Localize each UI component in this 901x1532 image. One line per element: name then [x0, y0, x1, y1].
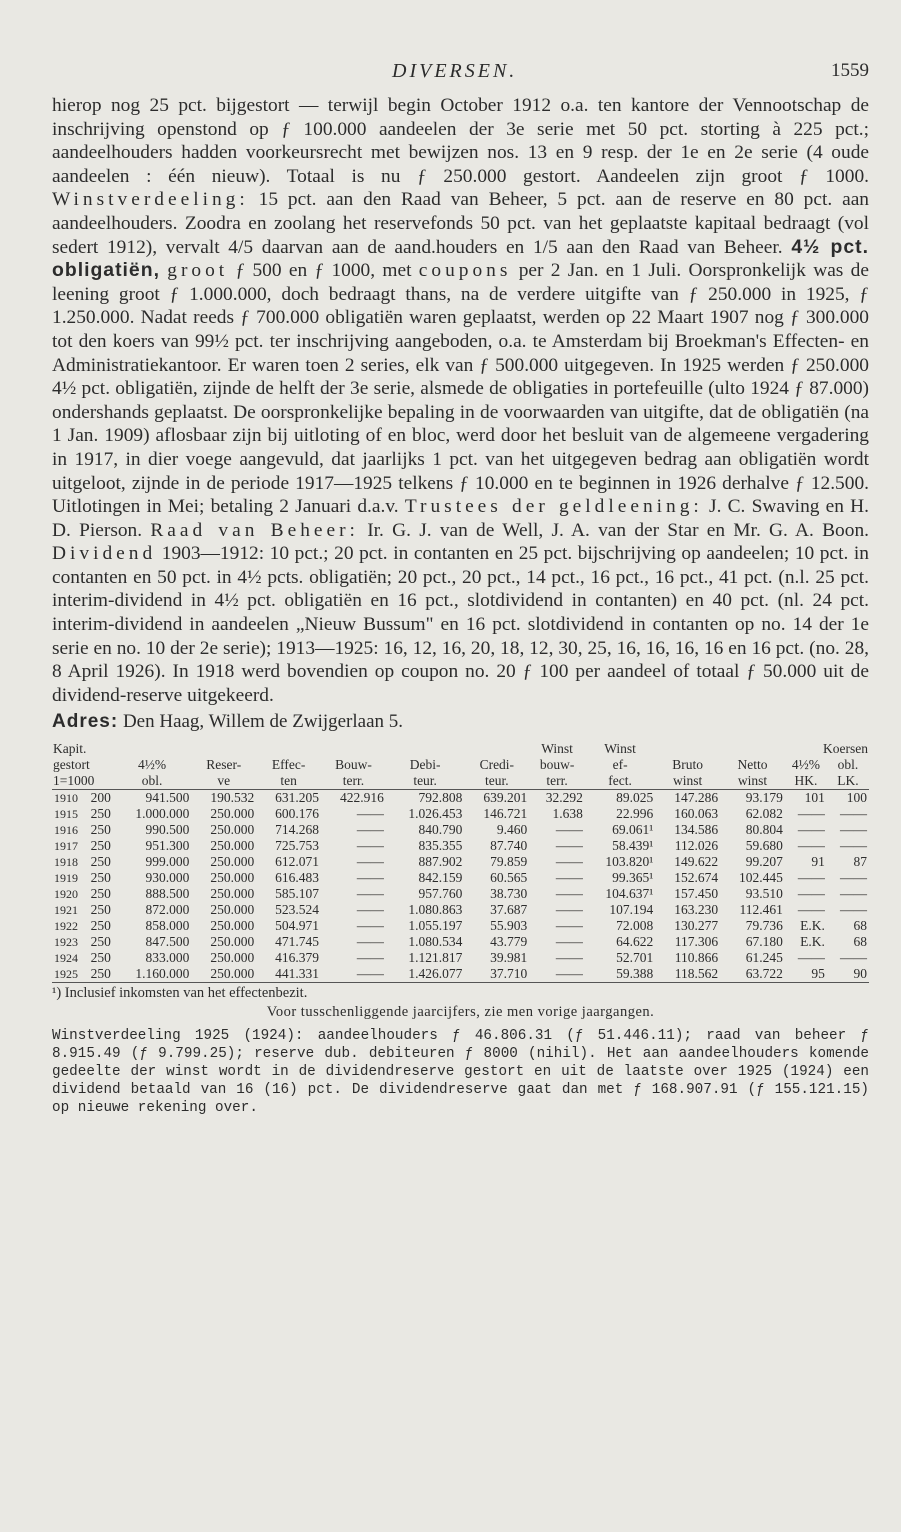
table-header-row — [52, 741, 869, 757]
winstverdeeling-paragraph: Winstverdeeling 1925 (1924): aandeelhouders ƒ 46.806.31 (ƒ 51.446.11); raad van beheer ƒ 8.915.49 (ƒ 9.799.25); reserve dub. debiteuren ƒ 8000 (nihil). Het aan aandeelhouders komende gedeelte der winst wordt in de dividendreserve gestort en uit de laatste over 1925 (1924) een dividend betaald van 16 (16) pct. De dividendreserve gaat dan met ƒ 168.907.91 (ƒ 155.121.15) op nieuwe rekening over. — [52, 1028, 869, 1117]
header-cell: Koersen — [823, 741, 868, 757]
table-cell: —— — [797, 902, 825, 918]
table-cell: 118.562 — [655, 966, 720, 983]
table-cell: 112.026 — [674, 838, 719, 854]
table-cell: —— — [797, 870, 825, 886]
header-cell: ten — [256, 773, 321, 790]
table-cell: 87 — [853, 854, 867, 870]
table-cell: 107.194 — [609, 902, 654, 918]
header-cell: fect. — [585, 773, 655, 790]
table-cell: 72.008 — [616, 918, 654, 934]
table-cell: —— — [840, 838, 867, 854]
table-cell: 147.286 — [674, 790, 719, 806]
table-cell: 471.745 — [275, 934, 320, 950]
table-cell: 250 — [90, 902, 111, 918]
table-row — [52, 854, 869, 870]
table-cell: 1.026.453 — [408, 806, 463, 822]
table-cell: 112.461 — [739, 902, 783, 918]
table-cell: 91 — [811, 854, 825, 870]
table-cell: 250.000 — [210, 854, 255, 870]
table-cell: 1.000.000 — [135, 806, 190, 822]
table-cell: 1.426.077 — [386, 966, 465, 983]
table-cell: —— — [356, 854, 384, 870]
table-cell: 63.722 — [720, 966, 785, 983]
para-text-4: J. C. Swaving en H. D. Pierson. — [52, 496, 869, 541]
table-row — [52, 822, 869, 838]
para-text-3b: ƒ 500 en ƒ 1000, met — [235, 260, 412, 282]
table-cell: 631.205 — [275, 790, 320, 806]
table-cell: 152.674 — [674, 870, 719, 886]
header-cell — [321, 741, 386, 757]
year-cell: 1916 — [54, 823, 78, 838]
year-cell: 1924 — [54, 951, 78, 966]
table-cell: 1.160.000 — [113, 966, 192, 983]
table-cell: —— — [555, 886, 583, 902]
table-cell: 835.355 — [418, 838, 463, 854]
table-cell: 725.753 — [275, 838, 320, 854]
table-cell: —— — [555, 838, 583, 854]
table-cell: —— — [555, 902, 583, 918]
header-cell: terr. — [321, 773, 386, 790]
table-cell: 1.080.534 — [408, 934, 463, 950]
table-cell: 99.207 — [745, 854, 783, 870]
year-cell: 1910 — [54, 791, 78, 806]
header-cell — [720, 741, 785, 757]
year-cell: 1921 — [54, 903, 78, 918]
table-cell: 639.201 — [483, 790, 528, 806]
table-cell: 130.277 — [674, 918, 719, 934]
table-cell: 102.445 — [739, 870, 783, 886]
header-cell: winst — [655, 773, 720, 790]
table-cell: 104.637¹ — [605, 886, 654, 902]
table-cell: 504.971 — [275, 918, 320, 934]
table-cell: 250.000 — [210, 806, 255, 822]
table-cell: —— — [840, 886, 867, 902]
header-cell: gestort — [53, 757, 90, 773]
year-cell: 1918 — [54, 855, 78, 870]
table-cell: —— — [356, 934, 384, 950]
table-cell: 250.000 — [210, 822, 255, 838]
header-cell — [386, 741, 465, 757]
table-cell: 90 — [827, 966, 869, 983]
table-row — [52, 966, 869, 983]
table-cell: 1.055.197 — [408, 918, 463, 934]
table-cell: —— — [356, 902, 384, 918]
table-cell: —— — [555, 822, 583, 838]
table-cell: —— — [356, 838, 384, 854]
table-cell: 616.483 — [275, 870, 320, 886]
table-cell: 69.061¹ — [612, 822, 654, 838]
table-cell: —— — [356, 950, 384, 966]
year-cell: 1917 — [54, 839, 78, 854]
para-text-3c: coupons — [418, 260, 512, 282]
table-cell: 110.866 — [674, 950, 719, 966]
table-cell: —— — [797, 806, 825, 822]
table-cell: —— — [840, 902, 867, 918]
table-cell: 250 — [90, 822, 111, 838]
table-cell: —— — [840, 870, 867, 886]
table-cell: —— — [797, 838, 825, 854]
table-cell: 190.532 — [210, 790, 255, 806]
table-cell: —— — [555, 854, 583, 870]
header-cell: 4½% — [138, 757, 167, 773]
table-cell: 250 — [90, 838, 111, 854]
table-cell: 117.306 — [674, 934, 719, 950]
label-trustees: Trustees der geldleening: — [404, 496, 703, 518]
label-obligaties: 4½ pct. obligatiën, — [52, 235, 869, 282]
table-cell: 250 — [80, 966, 113, 983]
table-header-row — [52, 773, 869, 790]
table-cell: —— — [555, 950, 583, 966]
table-row — [52, 902, 869, 918]
table-cell: 523.524 — [275, 902, 320, 918]
table-cell: 67.180 — [745, 934, 783, 950]
page — [52, 58, 869, 1117]
header-cell: Bouw- — [335, 757, 372, 773]
table-row — [52, 870, 869, 886]
table-cell: 89.025 — [616, 790, 654, 806]
header-cell: ef- — [612, 757, 628, 773]
table-cell: 600.176 — [275, 806, 320, 822]
table-cell: 62.082 — [745, 806, 783, 822]
table-cell: 250 — [90, 918, 111, 934]
table-cell: —— — [356, 886, 384, 902]
header-cell: Bruto — [672, 757, 704, 773]
table-cell: 60.565 — [490, 870, 528, 886]
header-cell: 4½% — [791, 757, 820, 773]
header-cell: Winst — [541, 741, 573, 757]
header-cell — [655, 741, 720, 757]
page-number: 1559 — [831, 60, 869, 81]
header-cell: obl. — [113, 773, 192, 790]
company-paragraph — [52, 94, 869, 707]
table-cell: 93.510 — [745, 886, 783, 902]
table-row — [52, 886, 869, 902]
table-cell: E.K. — [800, 918, 825, 934]
table-cell: 93.179 — [745, 790, 783, 806]
table-cell: 250 — [90, 950, 111, 966]
table-row — [52, 918, 869, 934]
label-raad: Raad van Beheer: — [150, 519, 359, 541]
table-cell: 38.730 — [490, 886, 528, 902]
table-cell: 833.000 — [145, 950, 190, 966]
table-cell: 80.804 — [745, 822, 783, 838]
year-cell: 1923 — [54, 935, 78, 950]
table-cell: E.K. — [800, 934, 825, 950]
table-cell: 1.080.863 — [408, 902, 463, 918]
table-cell: 714.268 — [275, 822, 320, 838]
table-cell: 250 — [90, 806, 111, 822]
table-cell: 163.230 — [674, 902, 719, 918]
header-cell: teur. — [386, 773, 465, 790]
table-cell: —— — [321, 966, 386, 983]
header-cell: terr. — [529, 773, 585, 790]
table-row — [52, 950, 869, 966]
header-cell: obl. — [837, 757, 859, 773]
table-row — [52, 838, 869, 854]
table-cell: 79.859 — [490, 854, 528, 870]
header-cell: bouw- — [539, 757, 575, 773]
table-cell: 250 — [90, 886, 111, 902]
header-cell: 1=1000 — [52, 773, 113, 790]
table-cell: 250.000 — [210, 934, 255, 950]
para-text-6: 1903—1912: 10 pct.; 20 pct. in contanten en 25 pct. bijschrijving op aandeelen; 10 pct. in contanten en 50 pct. in 4½ pcts. obligatiën; 20 pct., 20 pct., 14 pct., 16 pct., 16 pct., 41 pct. (n.l. 25 pct. interim-dividend in 4½ pct. obligatiën en 16 pct., slotdividend in contanten) en 40 pct. (nl. 24 pct. interim-dividend in aandeelen „Nieuw Bussum" en 16 pct. slotdividend in contanten op no. 14 der 1e serie en no. 10 der 2e serie); 1913—1925: 16, 12, 16, 20, 18, 12, 30, 25, 16, 16, 16, 16 en 16 pct. (no. 28, 8 April 1926). In 1918 werd bovendien op coupon no. 20 ƒ 100 per aandeel of totaal ƒ 50.000 uit de dividend-reserve uitgekeerd. — [52, 543, 869, 706]
year-cell: 1925 — [54, 967, 78, 982]
address-line — [52, 711, 869, 733]
table-cell: 22.996 — [616, 806, 654, 822]
page-header — [52, 58, 869, 94]
table-cell: 250.000 — [210, 886, 255, 902]
table-cell: 999.000 — [145, 854, 190, 870]
address-text: Den Haag, Willem de Zwijgerlaan 5. — [122, 711, 404, 733]
table-cell: 416.379 — [275, 950, 320, 966]
table-cell: 250.000 — [210, 838, 255, 854]
table-cell: 103.820¹ — [605, 854, 654, 870]
table-cell: 37.710 — [464, 966, 529, 983]
table-cell: 59.388 — [585, 966, 655, 983]
table-cell: —— — [840, 806, 867, 822]
table-cell: 957.760 — [418, 886, 463, 902]
year-cell: 1922 — [54, 919, 78, 934]
year-cell: 1919 — [54, 871, 78, 886]
table-cell: 37.687 — [490, 902, 528, 918]
table-cell: 951.300 — [145, 838, 190, 854]
para-text-5: Ir. G. J. van de Well, J. A. van der Star en Mr. G. A. Boon. — [367, 519, 869, 541]
table-cell: —— — [555, 870, 583, 886]
table-cell: 840.790 — [418, 822, 463, 838]
table-cell: 160.063 — [674, 806, 719, 822]
table-cell: 990.500 — [145, 822, 190, 838]
table-cell: 250.000 — [210, 902, 255, 918]
table-cell: 441.331 — [256, 966, 321, 983]
table-cell: 941.500 — [145, 790, 190, 806]
table-cell: 250.000 — [210, 918, 255, 934]
header-cell: HK. — [785, 773, 827, 790]
label-dividend: Dividend — [52, 543, 157, 565]
table-cell: —— — [797, 950, 825, 966]
header-cell: winst — [720, 773, 785, 790]
table-cell: 422.916 — [339, 790, 384, 806]
table-cell: 9.460 — [496, 822, 528, 838]
table-header-row — [52, 757, 869, 773]
table-cell: —— — [797, 822, 825, 838]
header-cell — [464, 741, 529, 757]
para-text-1: hierop nog 25 pct. bijgestort — terwijl begin October 1912 o.a. ten kantore der Vennootschap de inschrijving openstond op ƒ 100.000 aandeelen der 3e serie met 50 pct. storting à 225 pct.; aandeelhouders hadden voorkeursrecht met bewijzen nos. 13 en 9 resp. der 1e en 2e serie (4 oude aandeelen : één nieuw). Totaal is nu ƒ 250.000 gestort. Aandeelen zijn groot ƒ 1000. — [52, 95, 869, 187]
table-body — [52, 790, 869, 983]
table-cell: —— — [356, 822, 384, 838]
note-line: Voor tusschenliggende jaarcijfers, zie men vorige jaargangen. — [266, 1004, 655, 1021]
running-title: DIVERSEN. — [392, 60, 518, 82]
table-cell: 930.000 — [145, 870, 190, 886]
table-cell: 99.365¹ — [612, 870, 654, 886]
table-row — [52, 934, 869, 950]
table-cell: 43.779 — [490, 934, 528, 950]
header-cell: Credi- — [479, 757, 515, 773]
table-cell: —— — [555, 934, 583, 950]
table-cell: 79.736 — [745, 918, 783, 934]
table-cell: 39.981 — [490, 950, 528, 966]
header-cell: Effec- — [271, 757, 306, 773]
para-text-3d: per 2 Jan. en 1 Juli. Oorspronkelijk was de leening groot ƒ 1.000.000, doch bedraagt thans, na de verdere uitgifte van ƒ 250.000 in 1925, ƒ 1.250.000. Nadat reeds ƒ 700.000 obligatiën waren geplaatst, werden op 22 Maart 1907 nog ƒ 300.000 tot den koers van 99½ pct. ter inschrijving aangeboden, o.a. te Amsterdam bij Broekman's Effecten- en Administratiekantoor. Er waren toen 2 series, elk van ƒ 500.000 uitgegeven. In 1925 werden ƒ 250.000 4½ pct. obligatiën, zijnde de helft der 3e serie, alsmede de obligaties in portefeuille (ulto 1924 ƒ 87.000) ondershands geplaatst. De oorspronkelijke bepaling in de voorwaarden van uitgifte, dat de obligatiën (na 1 Jan. 1909) aflosbaar zijn bij uitloting of en bloc, werd door het besluit van de algemeene vergadering in 1917, in dier voege aangevuld, dat jaarlijks 1 pct. van het uitgegeven bedrag aan obligatiën wordt uitgeloot, zijnde in de periode 1917—1925 telkens ƒ 10.000 en te beginnen in 1926 derhalve ƒ 12.500. Uitlotingen in Mei; betaling 2 Januari d.a.v. — [52, 260, 869, 518]
table-cell: 64.622 — [616, 934, 654, 950]
table-cell: 87.740 — [490, 838, 528, 854]
table-cell: —— — [840, 822, 867, 838]
table-cell: 250 — [90, 934, 111, 950]
header-cell — [113, 741, 192, 757]
table-cell: 61.245 — [745, 950, 783, 966]
header-cell: Kapit. — [53, 741, 87, 757]
table-cell: 100 — [846, 790, 867, 806]
table-cell: 887.902 — [418, 854, 463, 870]
table-cell: 612.071 — [275, 854, 320, 870]
label-winstverdeeling: Winstverdeeling: — [52, 189, 249, 211]
table-cell: 32.292 — [545, 790, 583, 806]
table-cell: 149.622 — [674, 854, 719, 870]
table-cell: —— — [356, 918, 384, 934]
table-cell: 52.701 — [616, 950, 654, 966]
header-cell — [191, 741, 256, 757]
header-cell: Netto — [737, 757, 768, 773]
table-cell: 134.586 — [674, 822, 719, 838]
table-cell: 250 — [90, 870, 111, 886]
table-cell: 1.121.817 — [408, 950, 463, 966]
header-cell: ve — [191, 773, 256, 790]
table-cell: 888.500 — [145, 886, 190, 902]
table-row — [52, 806, 869, 822]
para-text-2: 15 pct. aan den Raad van Beheer, 5 pct. aan de reserve en 80 pct. aan aandeelhouders. Zoodra en zoolang het reservefonds 50 pct. van het geplaatste kapitaal bedraagt (vol sedert 1912), vervalt 4/5 daarvan aan de aand.houders en 1/5 aan den Raad van Beheer. — [52, 189, 869, 258]
table-cell: 200 — [90, 790, 111, 806]
header-cell: LK. — [827, 773, 869, 790]
table-cell: 95 — [785, 966, 827, 983]
table-cell: —— — [797, 886, 825, 902]
table-cell: 250.000 — [210, 950, 255, 966]
table-cell: 146.721 — [483, 806, 528, 822]
table-cell: 1.638 — [552, 806, 583, 822]
year-cell: 1915 — [54, 807, 78, 822]
table-cell: 585.107 — [275, 886, 320, 902]
table-cell: 792.808 — [418, 790, 463, 806]
table-cell: 842.159 — [418, 870, 463, 886]
header-cell: teur. — [464, 773, 529, 790]
table-cell: 55.903 — [490, 918, 528, 934]
table-cell: —— — [840, 950, 867, 966]
table-cell: 59.680 — [745, 838, 783, 854]
header-cell: Debi- — [409, 757, 441, 773]
table-cell: —— — [555, 918, 583, 934]
table-cell: 847.500 — [145, 934, 190, 950]
table-cell: 68 — [853, 934, 867, 950]
table-cell: 58.439¹ — [612, 838, 654, 854]
table-cell: —— — [356, 806, 384, 822]
footnote: ¹) Inclusief inkomsten van het effectenbezit. — [52, 985, 308, 1002]
table-cell: 872.000 — [145, 902, 190, 918]
year-cell: 1920 — [54, 887, 78, 902]
table-cell: —— — [356, 870, 384, 886]
table-cell: 250 — [90, 854, 111, 870]
table-cell: 68 — [853, 918, 867, 934]
header-cell — [256, 741, 321, 757]
header-cell: Winst — [604, 741, 636, 757]
table-cell: 157.450 — [674, 886, 719, 902]
table-cell: —— — [529, 966, 585, 983]
para-text-3a: groot — [167, 260, 229, 282]
table-cell: 101 — [804, 790, 825, 806]
header-cell: Reser- — [206, 757, 242, 773]
financial-table — [52, 741, 869, 983]
table-cell: 250.000 — [210, 870, 255, 886]
table-cell: 250.000 — [191, 966, 256, 983]
address-label: Adres: — [52, 711, 119, 733]
table-row — [52, 790, 869, 807]
table-cell: 858.000 — [145, 918, 190, 934]
